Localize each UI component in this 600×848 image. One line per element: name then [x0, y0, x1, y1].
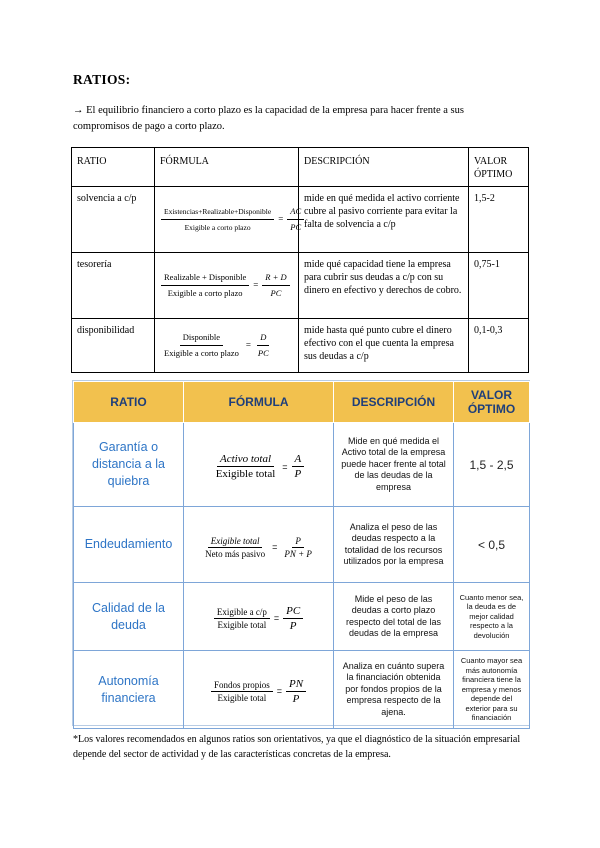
formula: [184, 651, 334, 729]
ratio-name: Calidad de la deuda: [74, 583, 184, 651]
formula: [184, 507, 334, 583]
equals-sign: =: [273, 613, 280, 623]
short-numerator: D: [257, 331, 269, 346]
formula-denominator: Exigible a corto plazo: [164, 348, 239, 358]
formula-fraction: [213, 453, 305, 480]
header-formula: FÓRMULA: [155, 148, 299, 187]
equals-sign: =: [278, 214, 284, 224]
table-row: [72, 319, 529, 373]
header-ratio: RATIO: [74, 382, 184, 423]
ratio-value: 1,5 - 2,5: [454, 423, 530, 507]
ratio-description: Analiza en cuánto supera la financiación obtenida por fondos propios de la empresa respecto de la ajena.: [334, 651, 454, 729]
page-heading: RATIOS:: [73, 72, 131, 87]
formula-numerator: Fondos propios: [211, 680, 273, 692]
formula-denominator: Exigible total: [217, 619, 267, 630]
equals-sign: =: [276, 686, 282, 696]
formula-denominator: Exigible total: [217, 692, 267, 703]
formula-numerator: Realizable + Disponible: [161, 271, 249, 286]
formula-fraction: [202, 536, 315, 559]
ratio-value: Cuanto mayor sea más autonomía financiera tiene la empresa y menos depende del exterior para su financiación: [454, 651, 530, 729]
formula: [155, 253, 299, 319]
ratio-name: tesorería: [72, 253, 155, 319]
header-description: DESCRIPCIÓN: [334, 382, 454, 423]
ratio-description: mide en qué medida el activo corriente cubre al pasivo corriente para evitar la falta de solvencia a c/p: [299, 187, 469, 253]
formula-fraction: [214, 605, 303, 632]
equals-sign: =: [272, 542, 278, 552]
table-row: [74, 583, 530, 651]
short-numerator: A: [292, 453, 305, 467]
footnote: *Los valores recomendados en algunos ratios son orientativos, ya que el diagnóstico de la situación empresarial depende del sector de actividad y de las características concretas de la empresa.: [73, 734, 521, 760]
short-denominator: P: [292, 692, 300, 705]
formula: [184, 583, 334, 651]
ratio-description: Mide el peso de las deudas a corto plazo respecto del total de las deudas de la empresa: [334, 583, 454, 651]
short-denominator: PC: [290, 222, 302, 232]
ratio-description: mide hasta qué punto cubre el dinero efectivo con el que cuenta la empresa sus deudas a c/p: [299, 319, 469, 373]
table-row: [74, 651, 530, 729]
short-denominator: PC: [270, 288, 282, 298]
table-row: [74, 507, 530, 583]
formula-denominator: Exigible total: [215, 468, 276, 480]
ratio-description: mide qué capacidad tiene la empresa para cubrir sus deudas a c/p con su dinero en efectivo y derechos de cobro.: [299, 253, 469, 319]
formula: [155, 187, 302, 253]
short-numerator: P: [292, 536, 304, 548]
ratio-value: < 0,5: [454, 507, 530, 583]
ratio-value: 1,5-2: [469, 187, 529, 253]
short-numerator: R + D: [262, 271, 289, 286]
header-value: VALOR ÓPTIMO: [454, 382, 530, 423]
ratios-table-2-grid: [73, 381, 530, 729]
ratio-value: 0,75-1: [469, 253, 529, 319]
table-row: [74, 423, 530, 507]
ratios-table-2: [72, 380, 530, 726]
formula-fraction: [161, 271, 290, 300]
intro-paragraph: → El equilibrio financiero a corto plazo es la capacidad de la empresa para hacer frente a sus compromisos de pago a corto plazo.: [73, 105, 464, 132]
table-row: [72, 253, 529, 319]
formula-denominator: Exigible a corto plazo: [184, 223, 251, 232]
formula-numerator: Existencias+Realizable+Disponible: [161, 205, 274, 220]
ratio-name: Garantía o distancia a la quiebra: [74, 423, 184, 507]
table-header-row: [74, 382, 530, 423]
header-ratio: RATIO: [72, 148, 155, 187]
short-denominator: P: [294, 468, 302, 480]
ratio-value: 0,1-0,3: [469, 319, 529, 373]
short-denominator: PN + P: [284, 548, 312, 559]
short-denominator: PC: [257, 348, 269, 358]
short-denominator: P: [289, 619, 297, 632]
formula: [184, 423, 334, 507]
short-numerator: AC: [287, 205, 304, 220]
header-formula: FÓRMULA: [184, 382, 334, 423]
formula-numerator: Exigible total: [208, 536, 263, 548]
ratio-name: Endeudamiento: [74, 507, 184, 583]
formula-fraction: [161, 331, 272, 360]
ratio-description: Mide en qué medida el Activo total de la empresa puede hacer frente al total de las deudas de la empresa: [334, 423, 454, 507]
equals-sign: =: [253, 280, 259, 290]
formula-numerator: Disponible: [180, 331, 223, 346]
ratio-name: solvencia a c/p: [72, 187, 155, 253]
equals-sign: =: [245, 340, 251, 350]
formula-fraction: [161, 205, 304, 234]
header-value: VALOR ÓPTIMO: [469, 148, 529, 187]
short-numerator: PC: [283, 605, 303, 619]
formula-numerator: Exigible a c/p: [214, 607, 270, 619]
equals-sign: =: [282, 461, 288, 472]
ratio-description: Analiza el peso de las deudas respecto a la totalidad de los recursos utilizados por la empresa: [334, 507, 454, 583]
header-description: DESCRIPCIÓN: [299, 148, 469, 187]
ratios-table-1: [71, 147, 529, 373]
formula-fraction: [211, 678, 306, 705]
ratio-name: Autonomía financiera: [74, 651, 184, 729]
ratio-name: disponibilidad: [72, 319, 155, 373]
formula-denominator: Neto más pasivo: [205, 548, 266, 559]
table-header-row: [72, 148, 529, 187]
short-numerator: PN: [286, 678, 306, 692]
table-row: [72, 187, 529, 253]
formula-denominator: Exigible a corto plazo: [167, 288, 243, 298]
formula: [155, 319, 299, 373]
ratio-value: Cuanto menor sea, la deuda es de mejor calidad respecto a la devolución: [454, 583, 530, 651]
formula-numerator: Activo total: [217, 453, 274, 467]
